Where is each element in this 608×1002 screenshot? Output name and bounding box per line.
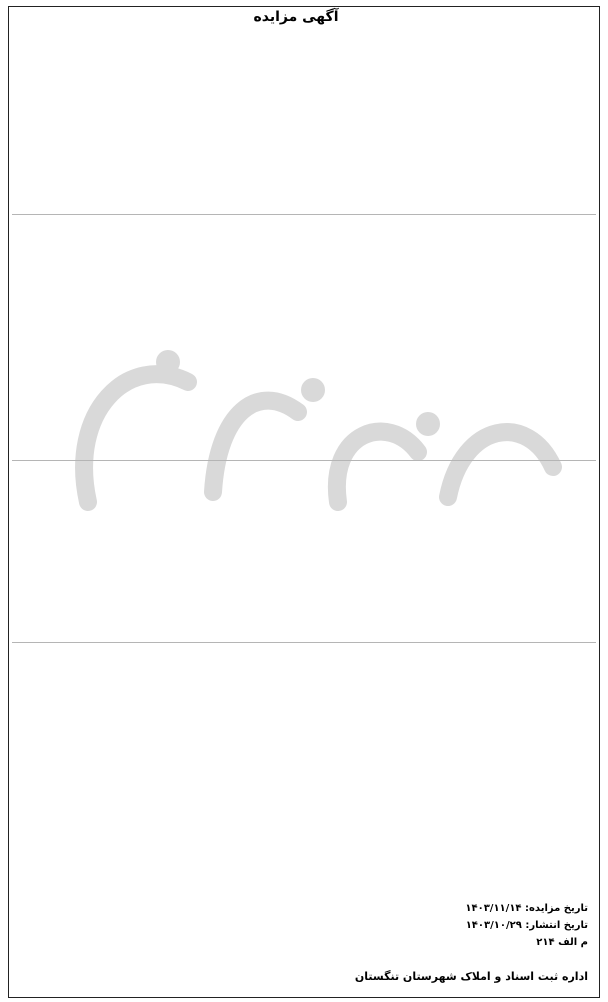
issuer-signature: اداره ثبت اسناد و املاک شهرستان تنگستان bbox=[354, 970, 588, 983]
print-date: تاریخ انتشار: ۱۴۰۳/۱۰/۲۹ bbox=[465, 920, 588, 931]
notice-footer-dates bbox=[465, 900, 588, 951]
paragraph-intro bbox=[12, 36, 596, 204]
notice-title: آگهی مزایده bbox=[253, 9, 339, 25]
section-divider bbox=[12, 214, 596, 215]
paragraph-auction-conditions bbox=[12, 654, 596, 910]
reference-code: م الف ۲۱۴ bbox=[536, 937, 588, 948]
paragraph-boundaries bbox=[12, 472, 596, 632]
section-divider bbox=[12, 642, 596, 643]
section-divider bbox=[12, 460, 596, 461]
publish-date: تاریخ مزایده: ۱۴۰۳/۱۱/۱۴ bbox=[465, 903, 588, 914]
notice-body bbox=[12, 36, 596, 964]
paragraph-property-description bbox=[12, 226, 596, 450]
